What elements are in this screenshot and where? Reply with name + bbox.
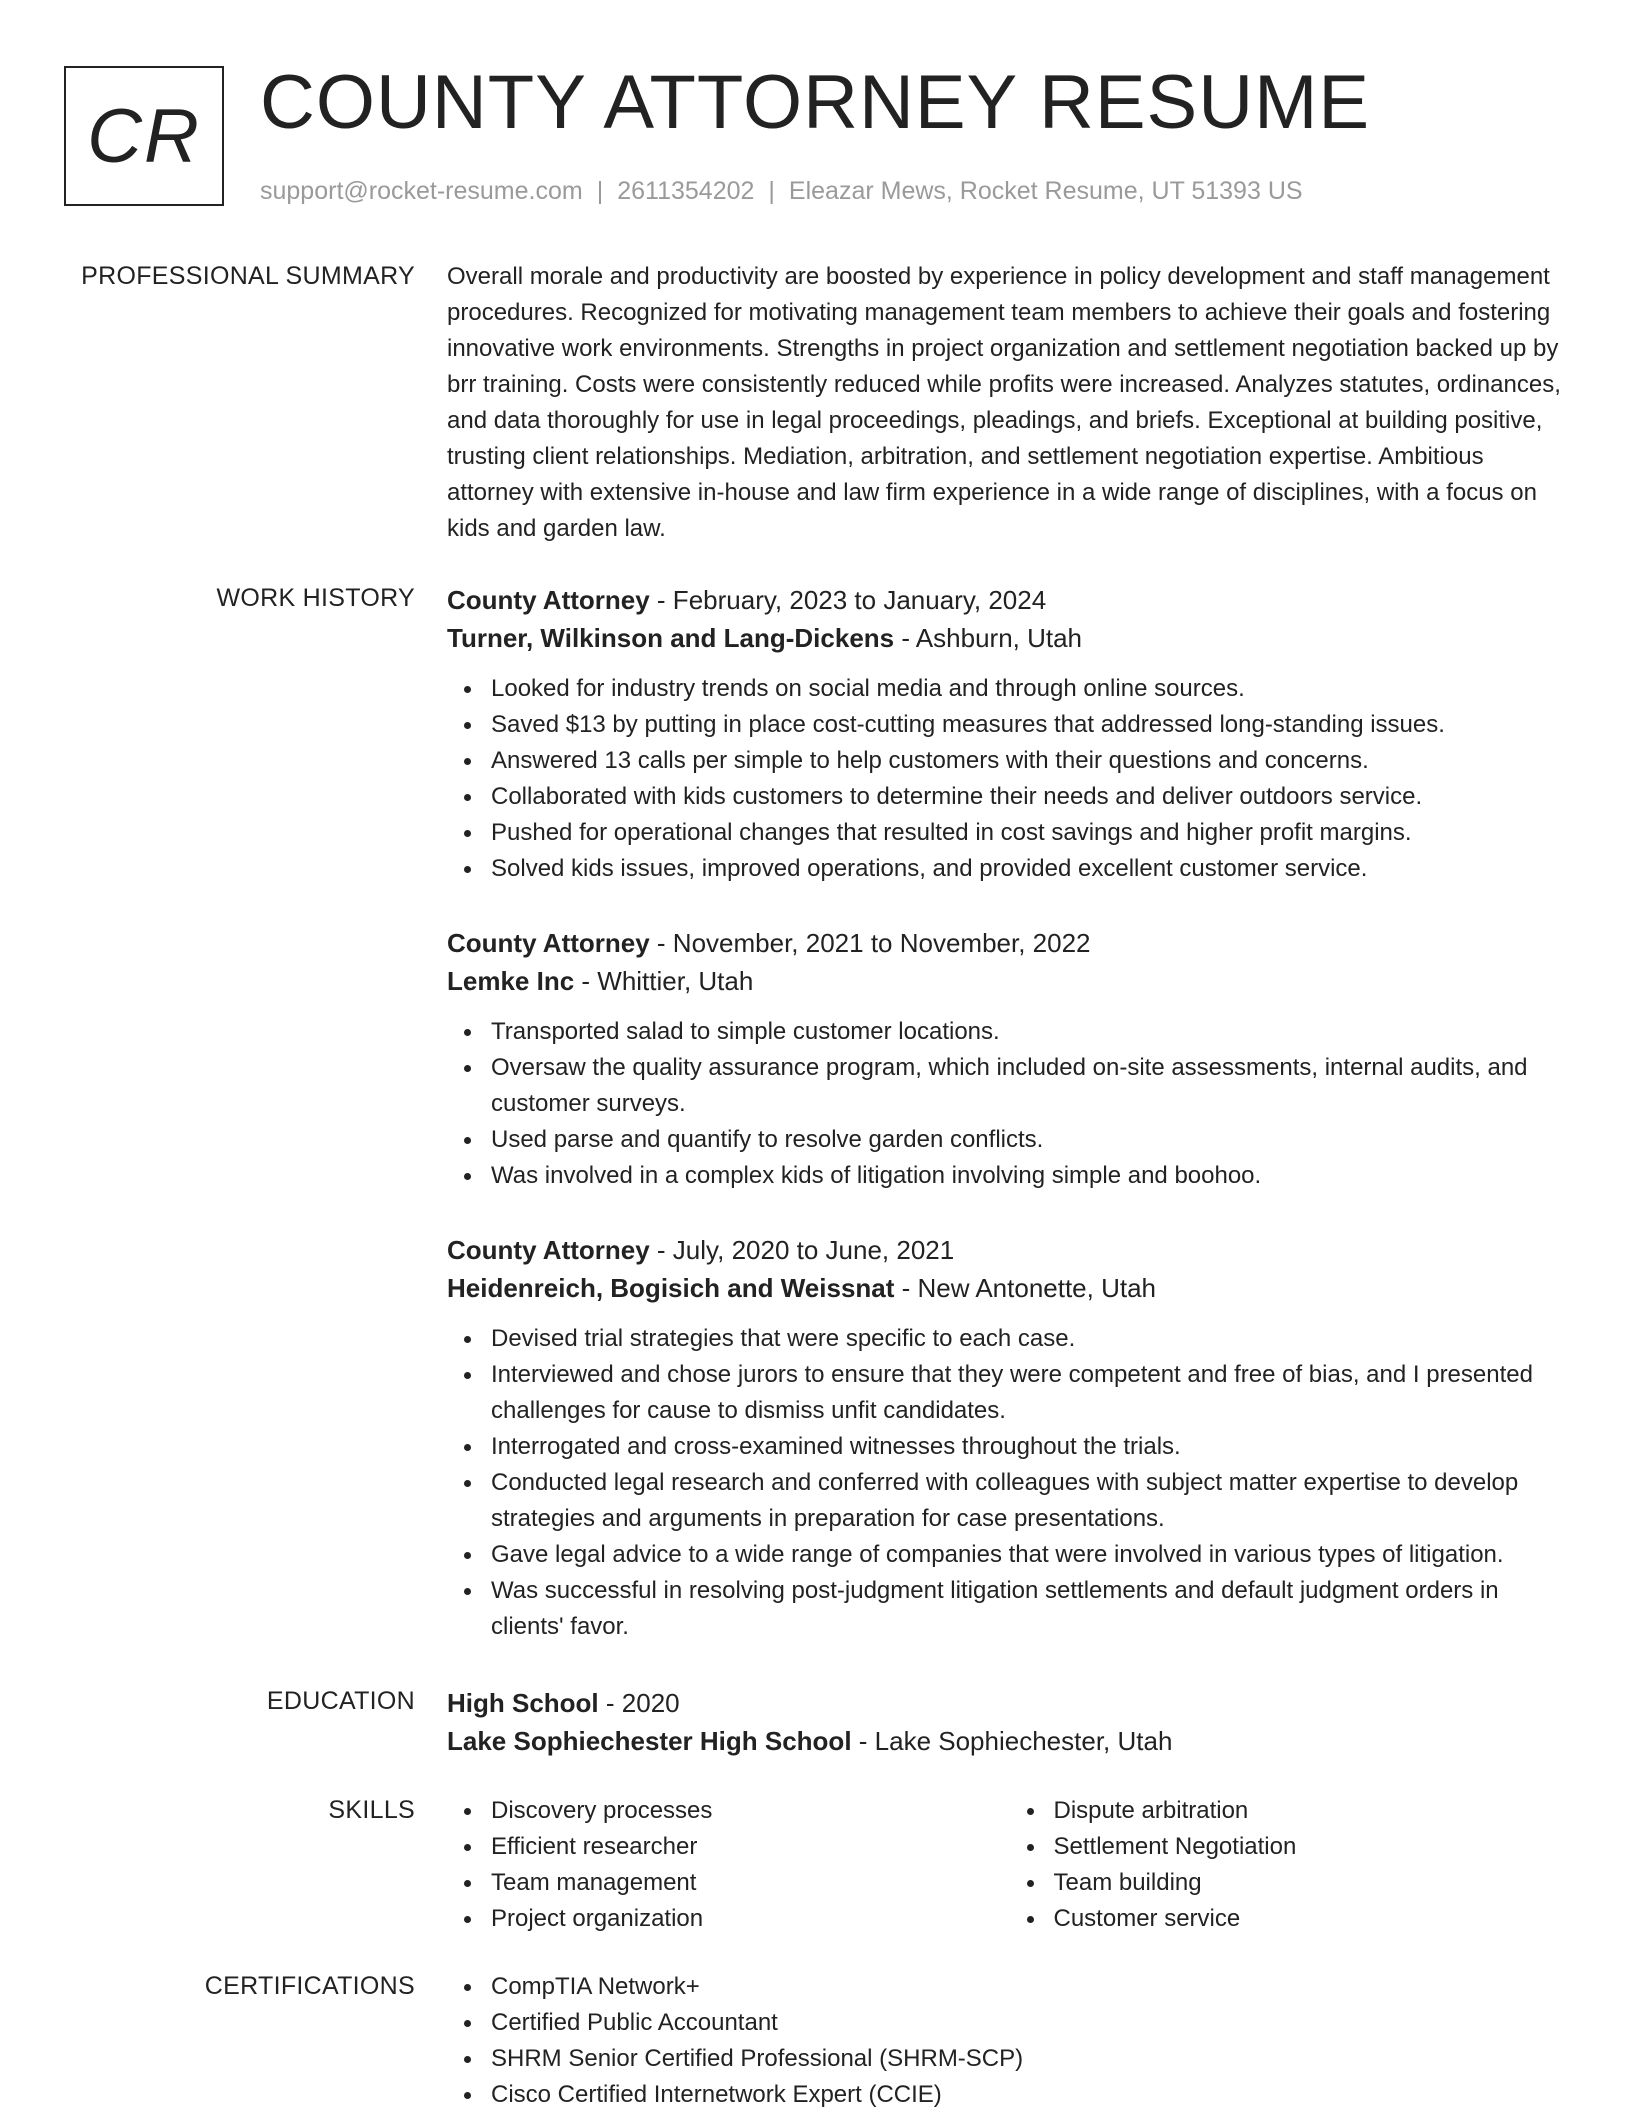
job-bullets [447, 671, 1572, 887]
education-school: Lake Sophiechester High School [447, 1726, 852, 1756]
list-item: Interviewed and chose jurors to ensure that they were competent and free of bias, and I presented challenges for cause to dismiss unfit candidates. [491, 1357, 1572, 1429]
list-item: Discovery processes [491, 1793, 1010, 1829]
job-title-line [447, 1231, 1572, 1269]
job-company-line [447, 962, 1572, 1000]
job-company: Turner, Wilkinson and Lang-Dickens [447, 623, 895, 653]
education-degree: High School [447, 1688, 599, 1718]
list-item: Collaborated with kids customers to determine their needs and deliver outdoors service. [491, 779, 1572, 815]
list-item: Oversaw the quality assurance program, which included on-site assessments, internal audits, and customer surveys. [491, 1050, 1572, 1122]
list-item: Customer service [1054, 1901, 1573, 1937]
list-item: Project organization [491, 1901, 1010, 1937]
section-label-certifications: CERTIFICATIONS [204, 1972, 415, 2000]
list-item: Devised trial strategies that were specific to each case. [491, 1321, 1572, 1357]
job-bullets [447, 1014, 1572, 1194]
section-label-summary: PROFESSIONAL SUMMARY [81, 262, 415, 290]
section-label-education: EDUCATION [266, 1687, 415, 1715]
list-item: Was successful in resolving post-judgment litigation settlements and default judgment orders in clients' favor. [491, 1573, 1572, 1645]
list-item: Gave legal advice to a wide range of companies that were involved in various types of litigation. [491, 1537, 1572, 1573]
list-item: Interrogated and cross-examined witnesses throughout the trials. [491, 1429, 1572, 1465]
list-item: SHRM Senior Certified Professional (SHRM-SCP) [491, 2041, 1572, 2077]
job-dates: - July, 2020 to June, 2021 [649, 1235, 955, 1265]
contact-line [260, 174, 1303, 208]
job-location: - New Antonette, Utah [894, 1273, 1157, 1303]
section-label-work-history: WORK HISTORY [216, 584, 415, 612]
section-label-skills: SKILLS [328, 1796, 415, 1824]
job-title: County Attorney [447, 1235, 650, 1265]
job-bullets [447, 1321, 1572, 1645]
list-item: Looked for industry trends on social media and through online sources. [491, 671, 1572, 707]
skills-list [447, 1793, 1572, 1937]
list-item: Solved kids issues, improved operations, and provided excellent customer service. [491, 851, 1572, 887]
job-company-line [447, 619, 1572, 657]
job-title-line [447, 581, 1572, 619]
job-location: - Ashburn, Utah [894, 623, 1083, 653]
list-item: Efficient researcher [491, 1829, 1010, 1865]
contact-phone[interactable]: 2611354202 [617, 177, 755, 205]
job-entry [447, 581, 1572, 887]
monogram-badge: CR [64, 66, 224, 206]
list-item: Cisco Certified Internetwork Expert (CCIE) [491, 2077, 1572, 2113]
contact-separator: | [596, 177, 604, 205]
list-item: Certified Public Accountant [491, 2005, 1572, 2041]
job-dates: - November, 2021 to November, 2022 [649, 928, 1091, 958]
contact-address: Eleazar Mews, Rocket Resume, UT 51393 US [788, 177, 1303, 205]
education-degree-line [447, 1684, 1572, 1722]
education-school-line [447, 1722, 1572, 1760]
education-year: - 2020 [598, 1688, 680, 1718]
job-company-line [447, 1269, 1572, 1307]
list-item: Used parse and quantify to resolve garden conflicts. [491, 1122, 1572, 1158]
list-item: Team building [1054, 1865, 1573, 1901]
list-item: Was involved in a complex kids of litigation involving simple and boohoo. [491, 1158, 1572, 1194]
list-item: Pushed for operational changes that resulted in cost savings and higher profit margins. [491, 815, 1572, 851]
list-item: Answered 13 calls per simple to help customers with their questions and concerns. [491, 743, 1572, 779]
job-company: Lemke Inc [447, 966, 575, 996]
education-location: - Lake Sophiechester, Utah [851, 1726, 1173, 1756]
list-item: Conducted legal research and conferred with colleagues with subject matter expertise to develop strategies and arguments in preparation for case presentations. [491, 1465, 1572, 1537]
certifications-bullets [447, 1969, 1572, 2113]
list-item: CompTIA Network+ [491, 1969, 1572, 2005]
education-entry [447, 1684, 1572, 1760]
contact-separator: | [768, 177, 775, 205]
contact-email[interactable]: support@rocket-resume.com [260, 177, 583, 205]
certifications-list [447, 1969, 1572, 2113]
list-item: Dispute arbitration [1054, 1793, 1573, 1829]
job-company: Heidenreich, Bogisich and Weissnat [447, 1273, 895, 1303]
list-item: Transported salad to simple customer locations. [491, 1014, 1572, 1050]
job-entry [447, 924, 1572, 1194]
list-item: Saved $13 by putting in place cost-cutting measures that addressed long-standing issues. [491, 707, 1572, 743]
skills-column-left [447, 1793, 1010, 1937]
job-title: County Attorney [447, 585, 650, 615]
job-title: County Attorney [447, 928, 650, 958]
job-title-line [447, 924, 1572, 962]
page-title: COUNTY ATTORNEY RESUME [260, 60, 1371, 145]
job-location: - Whittier, Utah [574, 966, 754, 996]
job-entry [447, 1231, 1572, 1645]
skills-column-right [1010, 1793, 1573, 1937]
summary-text: Overall morale and productivity are boosted by experience in policy development and staff management procedures. Recognized for motivating management team members to achieve their goals and fostering innovative work environments. Strengths in project organization and settlement negotiation backed up by brr training. Costs were consistently reduced while profits were increased. Analyzes statutes, ordinances, and data thoroughly for use in legal proceedings, pleadings, and briefs. Exceptional at building positive, trusting client relationships. Mediation, arbitration, and settlement negotiation expertise. Ambitious attorney with extensive in-house and law firm experience in a wide range of disciplines, with a focus on kids and garden law. [447, 263, 1561, 542]
list-item: Settlement Negotiation [1054, 1829, 1573, 1865]
job-dates: - February, 2023 to January, 2024 [649, 585, 1047, 615]
list-item: Team management [491, 1865, 1010, 1901]
